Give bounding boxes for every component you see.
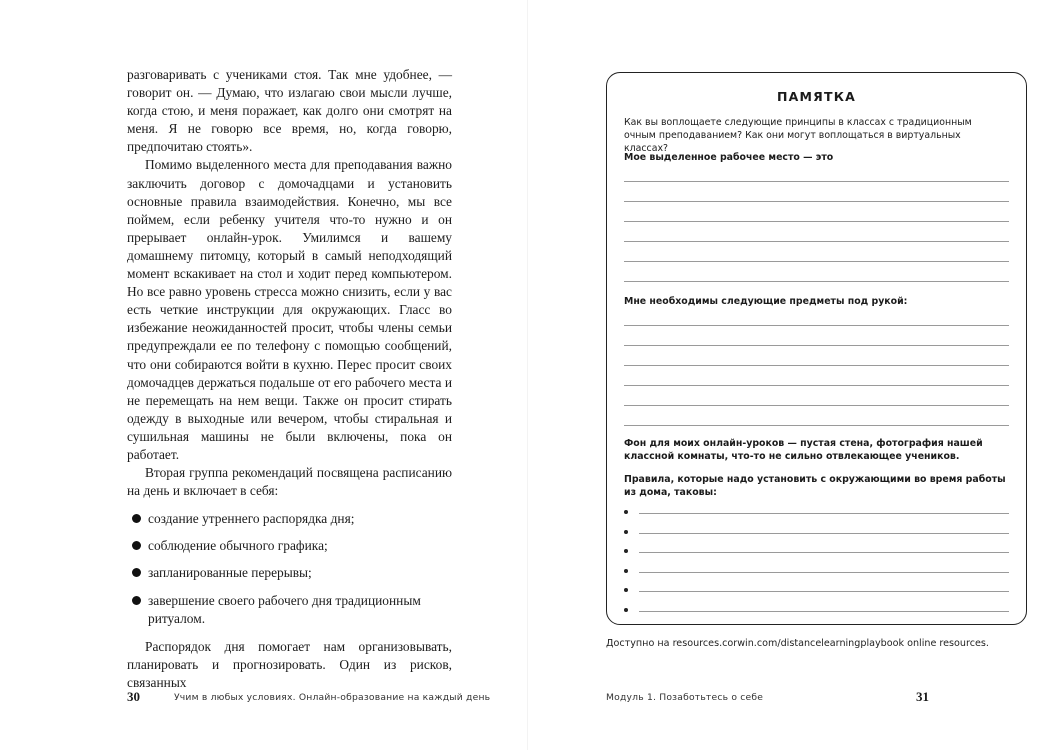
writing-line (624, 261, 1009, 262)
writing-line (624, 365, 1009, 366)
writing-line (639, 513, 1009, 514)
list-item (127, 510, 452, 528)
bullet-dot-icon (624, 510, 628, 514)
writing-line (624, 281, 1009, 282)
paragraph-2: Помимо выделенного места для преподавания важно заключить договор с домочадцами и установить основные правила взаимодействия. Конечно, мы все поймем, если ребенку учителя что-то нужно и он прерывает онлайн-урок. Умилимся и вашему домашнему питомцу, который в самый неподходящий момент вскакивает на стол и ходит перед компьютером. Но все равно уровень стресса можно снизить, если у вас есть четкие инструкции для окружающих. Гласс во избежание неожиданностей просит, чтобы члены семьи предупреждали ее по телефону с помощью сообщений, что они собираются войти в кухню. Перес просит своих домочадцев держаться подальше от его рабочего места и не перемещать на нем вещи. Также он просит стирать одежду в выходные или вечером, чтобы стиральная и сушильная машины не были включены, пока он работает. (127, 157, 452, 462)
bullet-dot-icon (624, 588, 628, 592)
bullet-dot-icon (624, 608, 628, 612)
list-item (127, 564, 452, 582)
list-item-text: запланированные перерывы; (148, 565, 312, 581)
memo-box (606, 72, 1027, 625)
items-lines (624, 325, 1009, 426)
bullet-dot-icon (132, 596, 141, 605)
rule-line (624, 599, 1009, 619)
page-number-right: 31 (916, 689, 929, 704)
writing-line (624, 241, 1009, 242)
paragraph-1: разговаривать с учениками стоя. Так мне удобнее, — говорит он. — Думаю, что излагаю свои мысли лучше, когда стою, и меня поражает, как долго они смотрят на меня. Я не говорю все время, но, когда говорю, предпочитаю стоять». (127, 67, 452, 155)
writing-line (624, 425, 1009, 426)
bullet-dot-icon (132, 541, 141, 550)
prompt-rules: Правила, которые надо установить с окружающими во время работы из дома, таковы: (624, 474, 1006, 498)
rule-line (624, 579, 1009, 599)
left-body-text (127, 66, 452, 692)
memo-intro: Как вы воплощаете следующие принципы в классах с традиционным очным преподаванием? Как они могут воплощаться в виртуальных классах? (624, 117, 972, 154)
rule-line (624, 521, 1009, 541)
running-title-left: Учим в любых условиях. Онлайн-образование на каждый день (174, 692, 491, 703)
memo-title: ПАМЯТКА (776, 89, 857, 104)
rule-line (624, 540, 1009, 560)
writing-line (624, 345, 1009, 346)
list-item-text: соблюдение обычного графика; (148, 538, 328, 554)
page-number-left: 30 (127, 689, 140, 704)
list-item (127, 537, 452, 555)
bullet-dot-icon (132, 514, 141, 523)
prompt-items: Мне необходимы следующие предметы под рукой: (624, 296, 908, 307)
writing-line (639, 533, 1009, 534)
bullet-dot-icon (624, 549, 628, 553)
prompt-background: Фон для моих онлайн-уроков — пустая стена, фотография нашей классной комнаты, что-то не сильно отвлекающее учеников. (624, 438, 983, 462)
bullet-dot-icon (624, 530, 628, 534)
rules-lines (624, 501, 1009, 618)
writing-line (624, 221, 1009, 222)
workspace-lines (624, 181, 1009, 282)
writing-line (624, 201, 1009, 202)
paragraph-3: Вторая группа рекомендаций посвящена расписанию на день и включает в себя: (127, 465, 452, 499)
running-title-right: Модуль 1. Позаботьтесь о себе (606, 692, 764, 703)
paragraph-closing: Распорядок дня помогает нам организовывать, планировать и прогнозировать. Один из рисков, связанных (127, 638, 452, 690)
writing-line (639, 552, 1009, 553)
writing-line (624, 181, 1009, 182)
list-item-text: завершение своего рабочего дня традиционным ритуалом. (148, 592, 421, 626)
left-page (0, 0, 528, 750)
writing-line (639, 611, 1009, 612)
list-item-text: создание утреннего распорядка дня; (148, 511, 355, 527)
list-item (127, 592, 452, 628)
bullet-dot-icon (624, 569, 628, 573)
resources-caption: Доступно на resources.corwin.com/distancelearningplaybook online resources. (606, 638, 989, 649)
writing-line (624, 405, 1009, 406)
writing-line (639, 591, 1009, 592)
bullet-dot-icon (132, 568, 141, 577)
prompt-workspace: Мое выделенное рабочее место — это (624, 152, 834, 163)
writing-line (639, 572, 1009, 573)
rule-line (624, 560, 1009, 580)
schedule-list (127, 510, 452, 627)
writing-line (624, 325, 1009, 326)
writing-line (624, 385, 1009, 386)
rule-line (624, 501, 1009, 521)
